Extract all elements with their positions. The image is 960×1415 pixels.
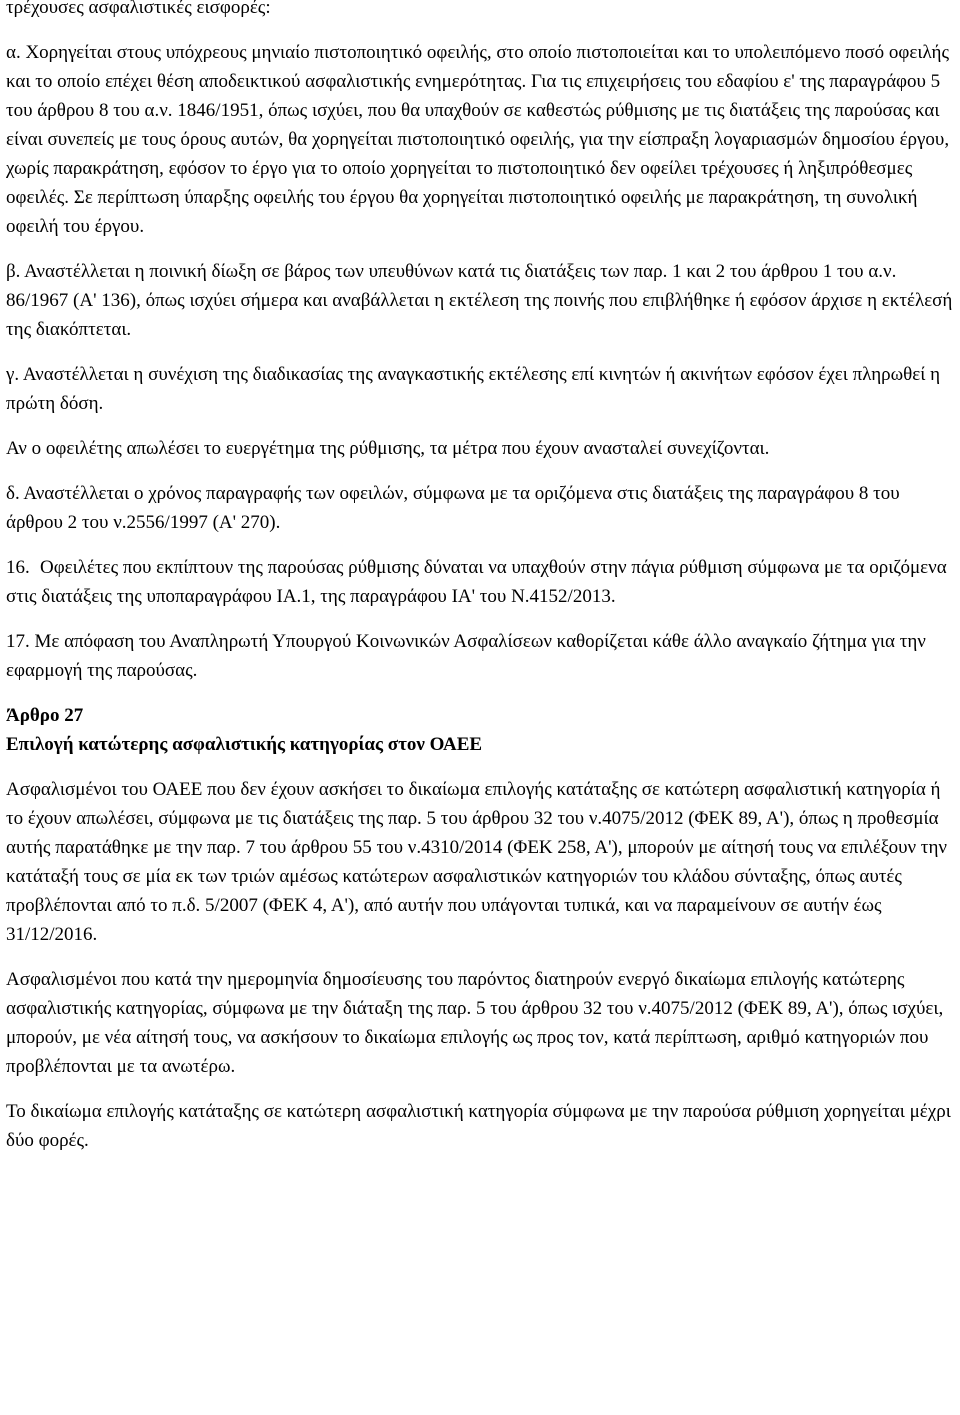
paragraph-a: α. Χορηγείται στους υπόχρεους μηνιαίο πιστοποιητικό οφειλής, στο οποίο πιστοποιείται και το υπολειπόμενο ποσό οφειλής και το οποίο επέχει θέση αποδεικτικού ασφαλιστικής ενημερότητας. Για τις επιχειρήσεις του εδαφίου ε' της παραγράφου 5 του άρθρου 8 του α.ν. 1846/1951, όπως ισχύει, που θα υπαχθούν σε καθεστώς ρύθμισης με τις διατάξεις της παρούσας και είναι συνεπείς με τους όρους αυτών, θα χορηγείται πιστοποιητικό οφειλής, για την είσπραξη λογαριασμών δημοσίου έργου, χωρίς παρακράτηση, εφόσον το έργο για το οποίο χορηγείται το πιστοποιητικό δεν οφείλει τρέχουσες ή ληξιπρόθεσμες οφειλές. Σε περίπτωση ύπαρξης οφειλής του έργου θα χορηγείται πιστοποιητικό οφειλής με παρακράτηση, τη συνολική οφειλή του έργου. xyxy=(6,42,950,237)
article-paragraph-2: Ασφαλισμένοι που κατά την ημερομηνία δημοσίευσης του παρόντος διατηρούν ενεργό δικαίωμα επιλογής κατώτερης ασφαλιστικής κατηγορίας, σύμφωνα με την διάταξη της παρ. 5 του άρθρου 32 του ν.4075/2012 (ΦΕΚ 89, Α'), όπως ισχύει, μπορούν, με νέα αίτησή τους, να ασκήσουν το δικαίωμα επιλογής ως προς τον, κατά περίπτωση, αριθμό κατηγοριών που προβλέπονται με τα ανωτέρω. xyxy=(6,969,944,1077)
paragraph-17 xyxy=(6,627,958,685)
paragraph-c: γ. Αναστέλλεται η συνέχιση της διαδικασίας της αναγκαστικής εκτέλεσης επί κινητών ή ακινήτων εφόσον έχει πληρωθεί η πρώτη δόση. xyxy=(6,364,941,414)
article-heading xyxy=(6,701,958,759)
paragraph-lapse: Αν ο οφειλέτης απωλέσει το ευεργέτημα της ρύθμισης, τα μέτρα που έχουν ανασταλεί συνεχίζονται. xyxy=(6,438,770,459)
article-number: Άρθρο 27 xyxy=(6,705,84,726)
paragraph-b: β. Αναστέλλεται η ποινική δίωξη σε βάρος των υπευθύνων κατά τις διατάξεις των παρ. 1 και 2 του άρθρου 1 του α.ν. 86/1967 (Α' 136), όπως ισχύει σήμερα και αναβάλλεται η εκτέλεση της ποινής που επιβλήθηκε ή εφόσον άρχισε η εκτέλεσή της διακόπτεται. xyxy=(6,261,953,340)
article-title: Επιλογή κατώτερης ασφαλιστικής κατηγορίας στον ΟΑΕΕ xyxy=(6,734,483,755)
paragraph-17-text: Με απόφαση του Αναπληρωτή Υπουργού Κοινωνικών Ασφαλίσεων καθορίζεται κάθε άλλο αναγκαίο ζήτημα για την εφαρμογή της παρούσας. xyxy=(6,631,926,681)
paragraph-16 xyxy=(6,553,958,611)
paragraph-16-number: 16. xyxy=(6,557,30,578)
paragraph-16-text: Οφειλέτες που εκπίπτουν της παρούσας ρύθμισης δύναται να υπαχθούν στην πάγια ρύθμιση σύμφωνα με τα οριζόμενα στις διατάξεις της υποπαραγράφου ΙΑ.1, της παραγράφου ΙΑ' του Ν.4152/2013. xyxy=(6,557,947,607)
paragraph-17-number: 17. xyxy=(6,631,30,652)
article-paragraph-3: Το δικαίωμα επιλογής κατάταξης σε κατώτερη ασφαλιστική κατηγορία σύμφωνα με την παρούσα ρύθμιση χορηγείται μέχρι δύο φορές. xyxy=(6,1101,951,1151)
paragraph-d: δ. Αναστέλλεται ο χρόνος παραγραφής των οφειλών, σύμφωνα με τα οριζόμενα στις διατάξεις της παραγράφου 8 του άρθρου 2 του ν.2556/1997 (Α' 270). xyxy=(6,483,900,533)
article-paragraph-1: Ασφαλισμένοι του ΟΑΕΕ που δεν έχουν ασκήσει το δικαίωμα επιλογής κατάταξης σε κατώτερη ασφαλιστική κατηγορία ή το έχουν απωλέσει, σύμφωνα με τις διατάξεις της παρ. 5 του άρθρου 32 του ν.4075/2012 (ΦΕΚ 89, Α'), όπως η προθεσμία αυτής παρατάθηκε με την παρ. 7 του άρθρου 55 του ν.4310/2014 (ΦΕΚ 258, Α'), μπορούν με αίτησή τους να επιλέξουν την κατάταξή τους σε μία εκ των τριών αμέσως κατώτερων ασφαλιστικών κατηγοριών του κλάδου σύνταξης, όπως αυτές προβλέπονται από το π.δ. 5/2007 (ΦΕΚ 4, Α'), από αυτήν που υπάγονται τυπικά, και να παραμείνουν σε αυτήν έως 31/12/2016. xyxy=(6,779,947,945)
document-page xyxy=(6,0,958,1171)
intro-line: τρέχουσες ασφαλιστικές εισφορές: xyxy=(6,0,271,18)
